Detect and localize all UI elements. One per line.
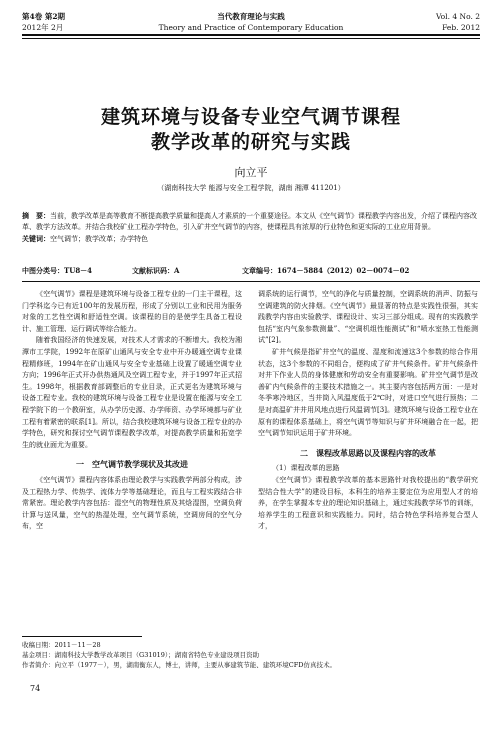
article-number: 文章编号：1674－5884（2012）02－0074－02 (242, 266, 410, 275)
abstract-text: 当前，教学改革是高等教育不断提高教学质量和提高人才素质的一个重要途径。本文从《空气调节》课程教学内容出发，介绍了课程内容改革、教学方法改革。并结合我校矿业工程办学特色，引入矿井空气调节的内容，使课程具有浓厚的行业特色和更实际的工业应用背景。 (22, 212, 477, 231)
paragraph: 随着我国经济的快速发展，对技术人才需求的不断增大。我校为湘潭市工学院，1992年在原矿山通风与安全专业中开办暖通空调专业课程精修班，1994年在矿山通风与安全专业基础上设置了暖通空调专业方向；1996年正式开办供热通风及空调工程专业，并于1997年正式招生。1998年，根据教育部调整后的专业目录，正式更名为建筑环境与设备工程专业。我校的建筑环境与设备工程专业是设置在能源与安全工程学院下的一个教研室，从办学历史源、办学师资、办学环境都与矿业工程有着紧密的联系[1]。所以，结合我校建筑环境与设备工程专业的办学特色，研究和探讨空气调节课程教学改革，对提高教学质量和拓宽学生的就业面尤为重要。 (22, 336, 242, 449)
subsection-heading: （1）课程改革的思路 (272, 464, 340, 473)
header-rule-thick (22, 34, 480, 36)
paragraph: 调系统的运行调节，空气的净化与质量控制，空调系统的消声、防振与空调建筑的防火排烟。《空气调节》最显著的特点是实践性很强，其实践教学内容由实验教学、课程设计、实习三部分组成。现有的实践教学包括“室内气象参数测量”、“空调机组性能测试”和“喷水室热工性能测试”[2]。 (258, 290, 478, 345)
section-heading: 一 空气调节教学现状及其改进 (76, 460, 188, 470)
journal-title-cn: 当代教育理论与实践 (217, 12, 285, 21)
author-affiliation: （湖南科技大学 能源与安全工程学院，湖南 湘潭 411201） (157, 184, 345, 192)
abstract-rule (22, 281, 480, 282)
paragraph: 《空气调节》课程是建筑环境与设备工程专业的一门主干课程，这门学科迄今已有近100年的发展历程，形成了分别以工业和民用为服务对象的工艺性空调和舒适性空调。该课程的目的是使学生具备工程设计、施工管理、运行调试等综合能力。 (22, 290, 242, 333)
abstract-label: 摘 要： (22, 211, 50, 220)
left-column (22, 289, 242, 533)
abstract-block (22, 210, 480, 245)
footnote-rule (22, 636, 142, 637)
header-rule-thin (22, 38, 480, 39)
article-title-line2: 教学改革的研究与实践 (150, 131, 351, 153)
document-code: 文献标识码：A (132, 266, 180, 275)
footnote-block (22, 640, 480, 670)
section-heading: 二 课程改革思路以及课程内容的改革 (300, 448, 436, 458)
date-label: 2012年 2月 (22, 23, 64, 32)
clc-number: 中图分类号：TU8－4 (22, 266, 93, 275)
volume-label: Vol. 4 No. 2 (435, 12, 480, 21)
author-name: 向立平 (234, 166, 268, 179)
received-date: 收稿日期：2011－11－28 (22, 641, 101, 649)
keywords-text: 空气调节；教学改革；办学特色 (50, 235, 148, 243)
running-header (22, 12, 480, 52)
paragraph: 矿井气候是指矿井空气的温度、湿度和流速这3个参数的综合作用状态，这3个参数的不同组合，便构成了矿井气候条件。矿井气候条件对井下作业人员的身体健康和劳动安全有重要影响。矿井空气调节是改善矿内气候条件的主要技术措施之一。其主要内容包括两方面：一是对冬季寒冷地区，当井筒入风温度低于2℃时，对进口空气进行预热；二是对高温矿井井用风地点进行风温调节[3]。建筑环境与设备工程专业在原有的课程体系基础上，将空气调节等知识与矿井环境融合在一起，把空气调节知识运用于矿井环境。 (258, 347, 478, 438)
article-title-line1: 建筑环境与设备专业空气调节课程 (100, 106, 401, 128)
month-label: Feb. 2012 (442, 23, 480, 32)
journal-title-en: Theory and Practice of Contemporary Education (158, 23, 344, 32)
keywords-label: 关键词： (22, 234, 50, 243)
fund-info: 基金项目：湖南科技大学教学改革项目（G31019）；湖南省特色专业建设项目资助 (22, 651, 260, 659)
paragraph: 《空气调节》课程教学改革的基本思路针对我校提出的“教学研究型结合性大学”的建设目标，本科生的培养主要定位为应用型人才的培养，在学生掌握本专业的理论知识基础上，通过实践教学环节的训练，培养学生的工程意识和实践能力。同时，结合特色学科培养复合型人才， (258, 475, 478, 531)
right-column (258, 289, 478, 533)
paragraph: 《空气调节》课程内容体系由理论教学与实践教学两部分构成，涉及工程热力学、传热学、流体力学等基础理论，而且与工程实践结合非常紧密。理论教学内容包括：湿空气的物理性质及其焓湿图，空调负荷计算与送风量，空气的热湿处理，空气调节系统，空调房间的空气分布，空 (22, 475, 242, 531)
issue-label: 第4卷 第2期 (22, 12, 66, 21)
author-bio: 作者简介：向立平（1977－），男，湖南衡东人，博士，讲师，主要从事建筑节能、建筑环境CFD仿真技术。 (22, 661, 336, 669)
page-number: 74 (30, 684, 41, 693)
